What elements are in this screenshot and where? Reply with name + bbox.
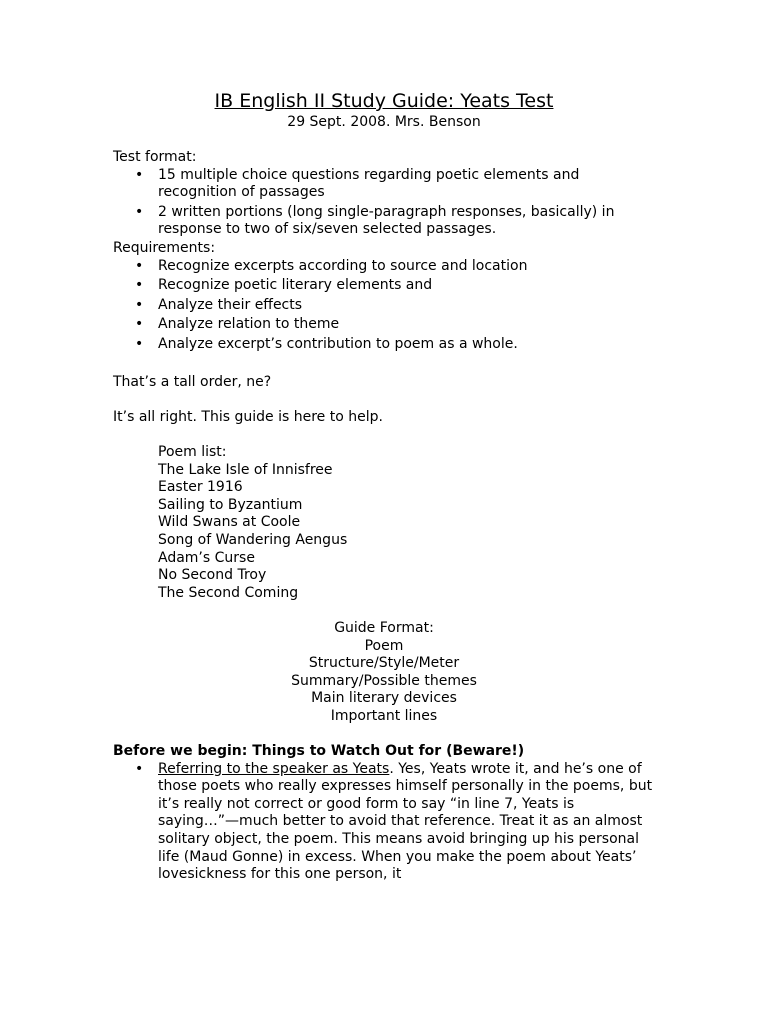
beware-item-lead: Referring to the speaker as Yeats <box>158 760 390 777</box>
poem-list-item: Sailing to Byzantium <box>158 496 303 513</box>
requirements-item: • Analyze their effects <box>113 297 658 315</box>
requirements-list <box>113 258 658 354</box>
beware-section <box>113 743 658 886</box>
poem-list-item: Easter 1916 <box>158 479 243 496</box>
beware-item <box>113 761 658 884</box>
test-format-item: • 2 written portions (long single-paragraph responses, basically) in response to two of six/seven selected passages. <box>113 204 658 239</box>
poem-list-item: Song of Wandering Aengus <box>158 531 348 548</box>
requirements-item: • Analyze relation to theme <box>113 316 658 334</box>
poem-list-item: Wild Swans at Coole <box>158 514 301 531</box>
poem-list-item: Adam’s Curse <box>158 549 255 566</box>
guide-format-item: Structure/Style/Meter <box>308 655 460 672</box>
guide-format-label: Guide Format: <box>334 620 434 636</box>
test-format-label: Test format: <box>113 149 197 165</box>
requirements-item: • Recognize excerpts according to source and location <box>113 258 658 276</box>
requirements-item: • Recognize poetic literary elements and <box>113 277 658 295</box>
document-title: IB English II Study Guide: Yeats Test <box>214 90 554 112</box>
poem-list-item: The Second Coming <box>158 584 299 601</box>
tall-order-line: That’s a tall order, ne? <box>113 374 272 390</box>
help-line: It’s all right. This guide is here to help. <box>113 409 383 425</box>
test-format-list <box>113 167 658 239</box>
guide-format <box>0 620 768 726</box>
requirements-item: • Analyze excerpt’s contribution to poem as a whole. <box>113 336 658 354</box>
test-format-item: • 15 multiple choice questions regarding poetic elements and recognition of passages <box>113 167 658 202</box>
test-format-section <box>113 149 658 241</box>
beware-list <box>113 761 658 884</box>
beware-item-text: . Yes, Yeats wrote it, and he’s one of those poets who really expresses himself personally in the poems, but it’s really not correct or good form to say “in line 7, Yeats is saying…”—much better to avoid that reference. Treat it as an almost solitary object, the poem. This means avoid bringing up his personal life (Maud Gonne) in excess. When you make the poem about Yeats’ lovesickness for this one person, it <box>158 760 653 883</box>
guide-format-item: Important lines <box>330 707 438 724</box>
requirements-label: Requirements: <box>113 240 216 256</box>
requirements-section <box>113 240 658 356</box>
poem-list-item: No Second Troy <box>158 567 267 584</box>
poem-list-item: The Lake Isle of Innisfree <box>158 461 333 478</box>
guide-format-item: Summary/Possible themes <box>291 672 477 689</box>
poem-list <box>158 444 458 602</box>
guide-format-item: Poem <box>364 637 404 654</box>
beware-heading: Before we begin: Things to Watch Out for (Beware!) <box>113 743 525 759</box>
document-subtitle: 29 Sept. 2008. Mrs. Benson <box>287 114 481 130</box>
guide-format-item: Main literary devices <box>311 690 457 707</box>
poem-list-label: Poem list: <box>158 444 227 460</box>
